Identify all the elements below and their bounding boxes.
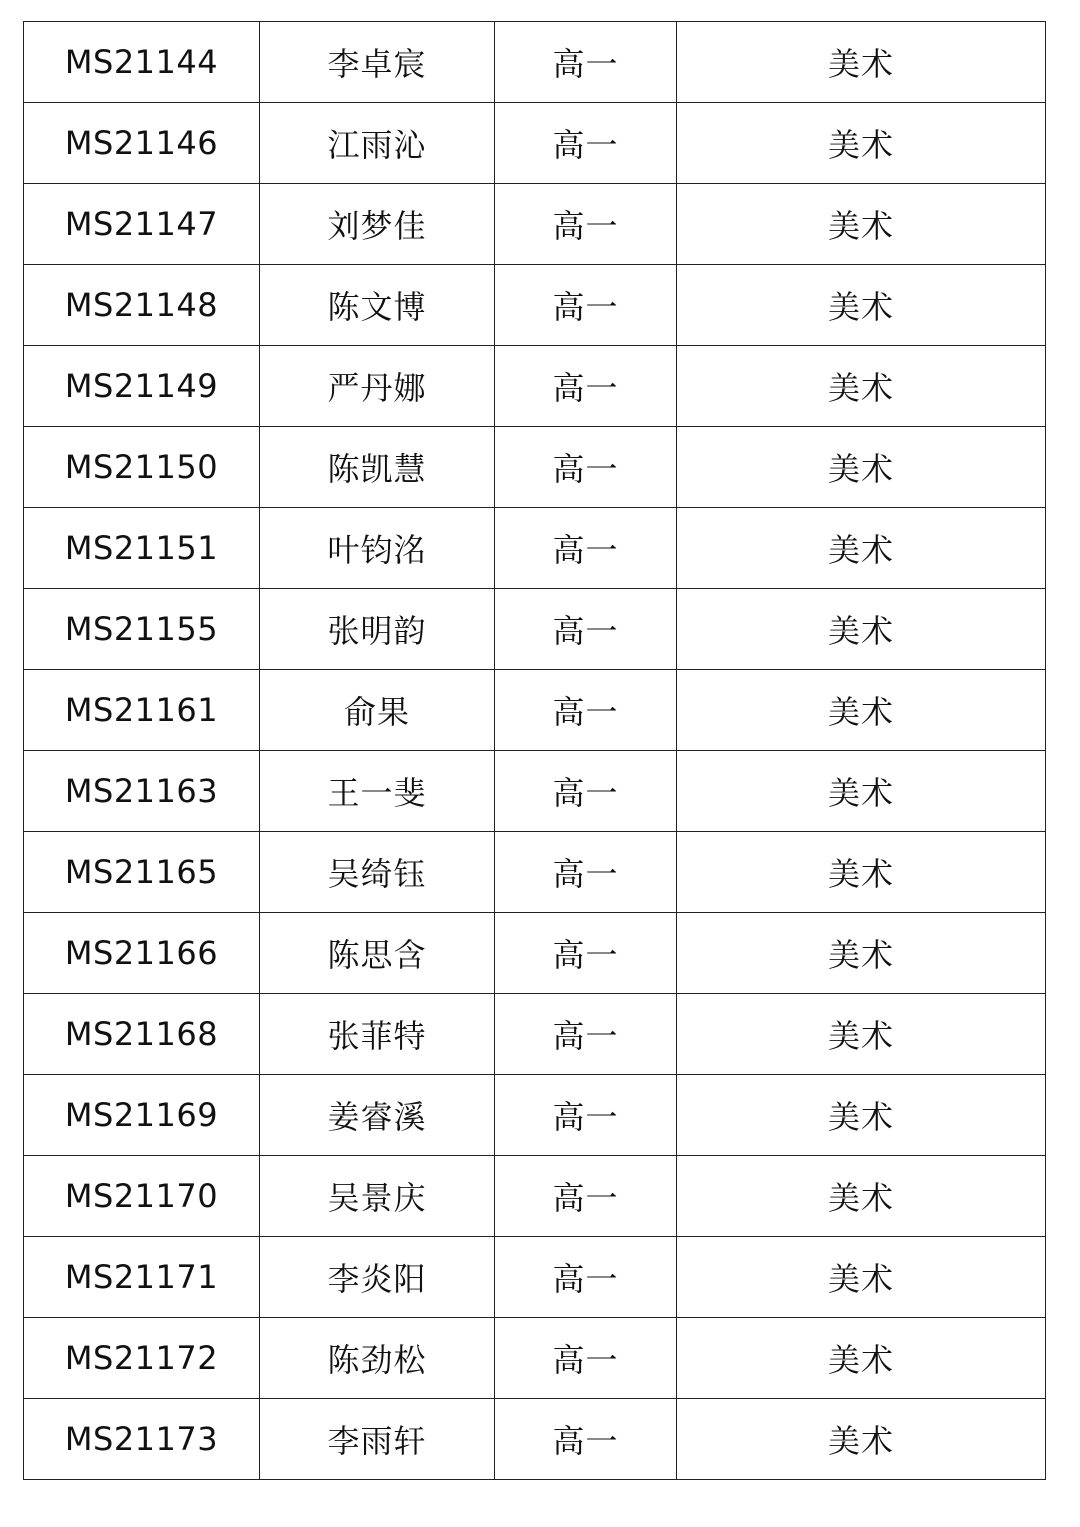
student-roster-table	[23, 21, 1046, 1480]
student-name-cell: 李炎阳	[260, 1237, 495, 1318]
table-row	[24, 346, 1046, 427]
student-name-cell: 俞果	[260, 670, 495, 751]
student-name-cell: 陈凯慧	[260, 427, 495, 508]
subject-cell: 美术	[677, 184, 1046, 265]
subject-cell: 美术	[677, 1399, 1046, 1480]
table-row	[24, 1237, 1046, 1318]
subject-cell: 美术	[677, 994, 1046, 1075]
student-id-cell: MS21149	[24, 346, 260, 427]
table-row	[24, 589, 1046, 670]
subject-cell: 美术	[677, 589, 1046, 670]
roster-body	[24, 22, 1046, 1480]
student-name-cell: 张明韵	[260, 589, 495, 670]
student-name-cell: 李雨轩	[260, 1399, 495, 1480]
student-name-cell: 陈思含	[260, 913, 495, 994]
student-id-cell: MS21161	[24, 670, 260, 751]
student-id-cell: MS21169	[24, 1075, 260, 1156]
subject-cell: 美术	[677, 508, 1046, 589]
student-id-cell: MS21148	[24, 265, 260, 346]
grade-cell: 高一	[495, 22, 677, 103]
table-row	[24, 751, 1046, 832]
table-row	[24, 1318, 1046, 1399]
subject-cell: 美术	[677, 832, 1046, 913]
subject-cell: 美术	[677, 1075, 1046, 1156]
grade-cell: 高一	[495, 265, 677, 346]
grade-cell: 高一	[495, 184, 677, 265]
student-id-cell: MS21144	[24, 22, 260, 103]
student-name-cell: 陈劲松	[260, 1318, 495, 1399]
student-id-cell: MS21150	[24, 427, 260, 508]
table-row	[24, 265, 1046, 346]
student-name-cell: 吴景庆	[260, 1156, 495, 1237]
student-name-cell: 张菲特	[260, 994, 495, 1075]
grade-cell: 高一	[495, 427, 677, 508]
subject-cell: 美术	[677, 427, 1046, 508]
grade-cell: 高一	[495, 1075, 677, 1156]
student-id-cell: MS21147	[24, 184, 260, 265]
subject-cell: 美术	[677, 913, 1046, 994]
subject-cell: 美术	[677, 22, 1046, 103]
student-id-cell: MS21171	[24, 1237, 260, 1318]
grade-cell: 高一	[495, 1156, 677, 1237]
student-name-cell: 李卓宸	[260, 22, 495, 103]
table-row	[24, 184, 1046, 265]
table-row	[24, 1156, 1046, 1237]
grade-cell: 高一	[495, 1399, 677, 1480]
student-id-cell: MS21173	[24, 1399, 260, 1480]
grade-cell: 高一	[495, 751, 677, 832]
grade-cell: 高一	[495, 508, 677, 589]
table-row	[24, 670, 1046, 751]
grade-cell: 高一	[495, 913, 677, 994]
student-name-cell: 王一斐	[260, 751, 495, 832]
grade-cell: 高一	[495, 346, 677, 427]
table-row	[24, 22, 1046, 103]
grade-cell: 高一	[495, 1318, 677, 1399]
student-name-cell: 刘梦佳	[260, 184, 495, 265]
grade-cell: 高一	[495, 103, 677, 184]
subject-cell: 美术	[677, 751, 1046, 832]
grade-cell: 高一	[495, 589, 677, 670]
student-id-cell: MS21155	[24, 589, 260, 670]
grade-cell: 高一	[495, 670, 677, 751]
student-id-cell: MS21170	[24, 1156, 260, 1237]
grade-cell: 高一	[495, 1237, 677, 1318]
subject-cell: 美术	[677, 670, 1046, 751]
student-id-cell: MS21165	[24, 832, 260, 913]
student-id-cell: MS21146	[24, 103, 260, 184]
student-id-cell: MS21166	[24, 913, 260, 994]
subject-cell: 美术	[677, 265, 1046, 346]
table-row	[24, 994, 1046, 1075]
student-id-cell: MS21163	[24, 751, 260, 832]
table-row	[24, 1399, 1046, 1480]
subject-cell: 美术	[677, 1237, 1046, 1318]
table-row	[24, 427, 1046, 508]
student-name-cell: 严丹娜	[260, 346, 495, 427]
student-name-cell: 叶钧洺	[260, 508, 495, 589]
table-row	[24, 832, 1046, 913]
student-name-cell: 陈文博	[260, 265, 495, 346]
table-row	[24, 508, 1046, 589]
subject-cell: 美术	[677, 1318, 1046, 1399]
student-id-cell: MS21172	[24, 1318, 260, 1399]
subject-cell: 美术	[677, 346, 1046, 427]
student-name-cell: 姜睿溪	[260, 1075, 495, 1156]
grade-cell: 高一	[495, 994, 677, 1075]
table-row	[24, 913, 1046, 994]
student-id-cell: MS21168	[24, 994, 260, 1075]
grade-cell: 高一	[495, 832, 677, 913]
student-id-cell: MS21151	[24, 508, 260, 589]
subject-cell: 美术	[677, 1156, 1046, 1237]
table-row	[24, 1075, 1046, 1156]
table-row	[24, 103, 1046, 184]
student-name-cell: 吴绮钰	[260, 832, 495, 913]
subject-cell: 美术	[677, 103, 1046, 184]
student-name-cell: 江雨沁	[260, 103, 495, 184]
